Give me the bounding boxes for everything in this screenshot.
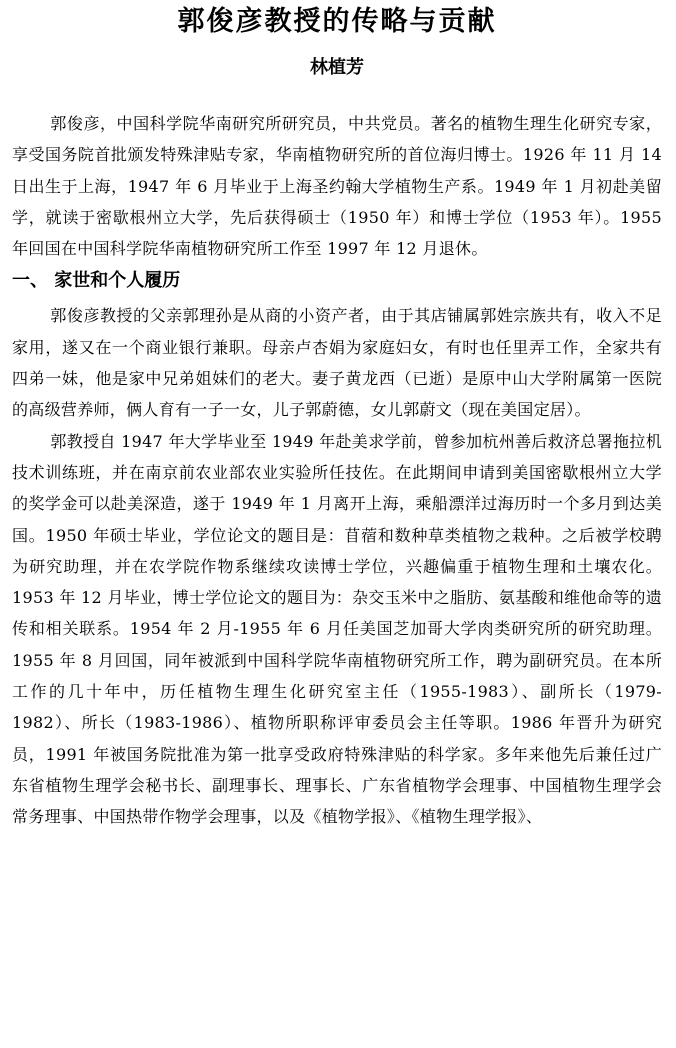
author-name: 林植芳 bbox=[310, 57, 364, 78]
family-paragraph: 郭俊彦教授的父亲郭理孙是从商的小资产者，由于其店铺属郭姓宗族共有，收入不足家用，遂又在一个商业银行兼职。母亲卢杏娟为家庭妇女，有时也任里弄工作，全家共有四弟一妹，他是家中兄弟姐妹们的老大。妻子黄龙西（已逝）是原中山大学附属第一医院的高级营养师，俩人育有一子一女，儿子郭蔚德，女儿郭蔚文（现在美国定居）。 bbox=[12, 306, 662, 420]
section-heading: 一、 家世和个人履历 bbox=[12, 270, 181, 292]
intro-paragraph: 郭俊彦，中国科学院华南研究所研究员，中共党员。著名的植物生理生化研究专家，享受国务院首批颁发特殊津贴专家，华南植物研究所的首位海归博士。1926 年 11 月 14 日出生于上海，1947 年 6 月毕业于上海圣约翰大学植物生产系。1949 年 1 月初赴美留学，就读于密歇根州立大学，先后获得硕士（1950 年）和博士学位（1953 年）。1955 年回国在中国科学院华南植物研究所工作至 1997 年 12 月退休。 bbox=[12, 114, 662, 259]
document-title: 郭俊彦教授的传略与贡献 bbox=[177, 6, 497, 37]
career-paragraph: 郭教授自 1947 年大学毕业至 1949 年赴美求学前，曾参加杭州善后救济总署拖拉机技术训练班，并在南京前农业部农业实验所任技佐。在此期间申请到美国密歇根州立大学的奖学金可以赴美深造，遂于 1949 年 1 月离开上海，乘船漂洋过海历时一个多月到达美国。1950 年硕士毕业，学位论文的题目是：苜蓿和数种草类植物之栽种。之后被学校聘为研究助理，并在农学院作物系继续攻读博士学位，兴趣偏重于植物生理和土壤农化。1953 年 12 月毕业，博士学位论文的题目为：杂交玉米中之脂肪、氨基酸和维他命等的遗传和相关联系。1954 年 2 月-1955 年 6 月任美国芝加哥大学肉类研究所的研究助理。1955 年 8 月回国，同年被派到中国科学院华南植物研究所工作，聘为副研究员。在本所工作的几十年中，历任植物生理生化研究室主任（1955-1983）、副所长（1979-1982）、所长（1983-1986）、植物所职称评审委员会主任等职。1986 年晋升为研究员，1991 年被国务院批准为第一批享受政府特殊津贴的科学家。多年来他先后兼任过广东省植物生理学会秘书长、副理事长、理事长、广东省植物学会理事、中国植物生理学会常务理事、中国热带作物学会理事，以及《植物学报》、《植物生理学报》、 bbox=[12, 431, 662, 827]
